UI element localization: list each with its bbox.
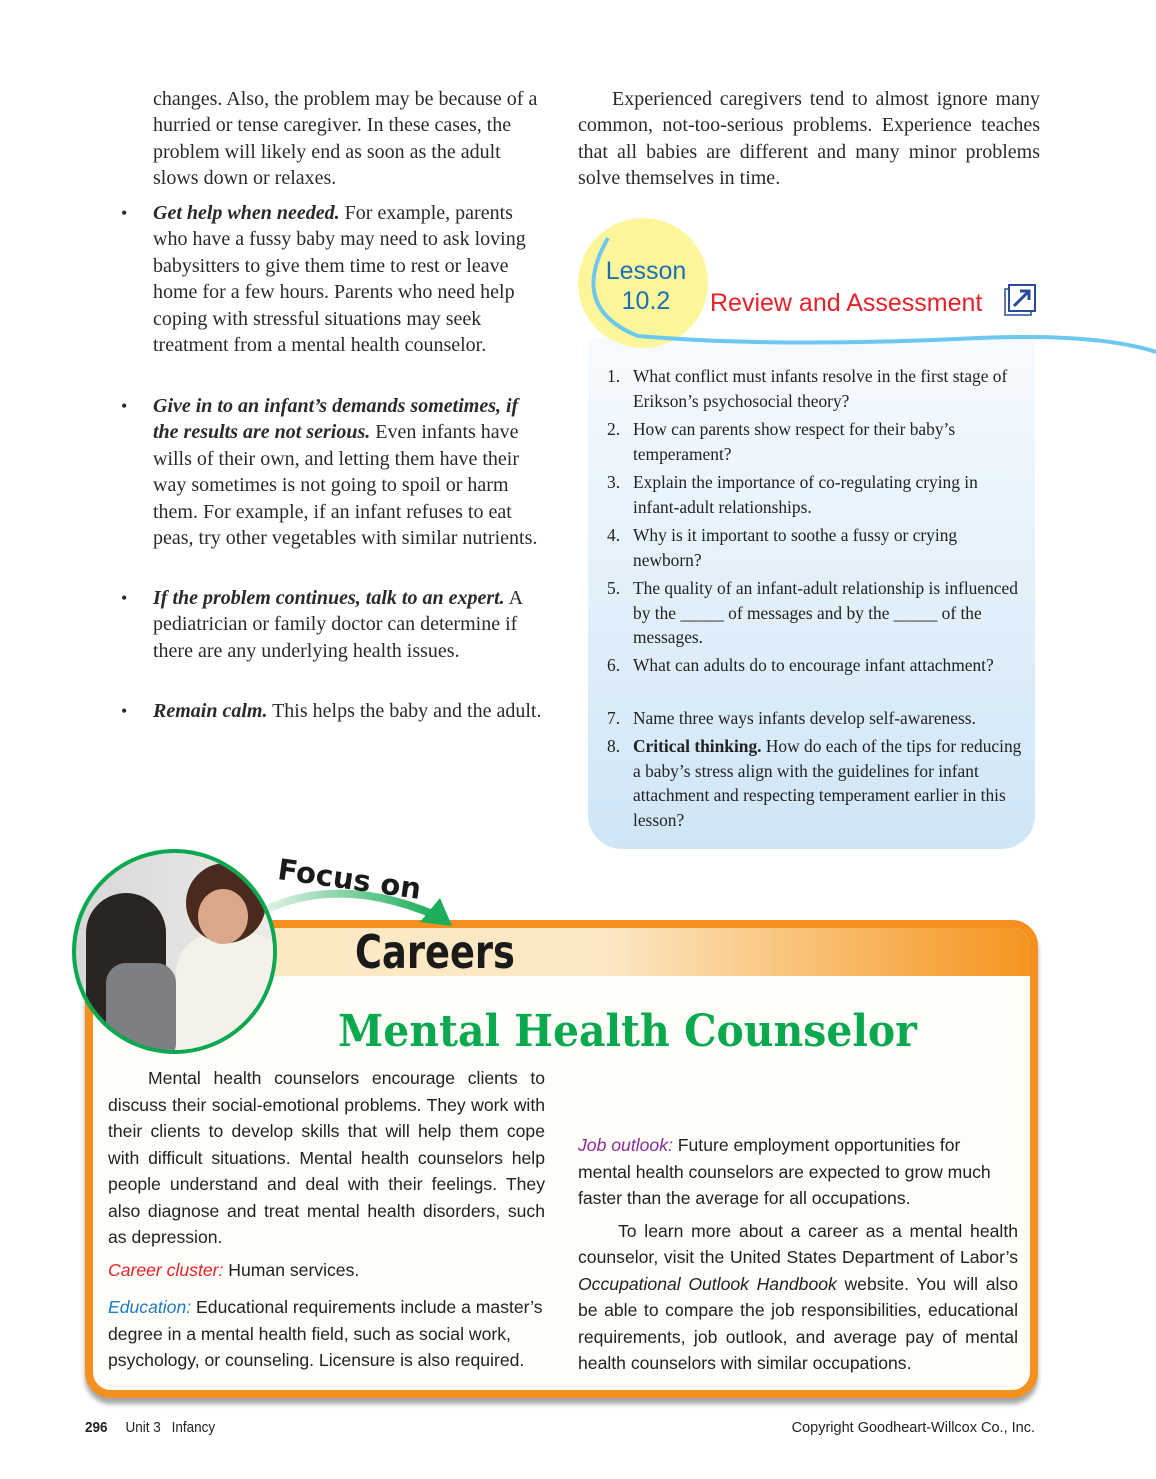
critical-thinking-label: Critical thinking. xyxy=(633,736,762,756)
outlook-text: Future employment opportunities for mental health counselors are expected to grow much faster than the average for all occupations. xyxy=(578,1135,991,1208)
copyright: Copyright Goodheart-Willcox Co., Inc. xyxy=(791,1420,1035,1436)
review-box xyxy=(588,338,1035,849)
external-link-icon[interactable] xyxy=(1004,284,1036,316)
counselor-photo xyxy=(72,849,277,1054)
cluster-text: Human services. xyxy=(223,1259,360,1280)
career-intro: Mental health counselors encourage clients to discuss their social-emotional problems. They work with their clients to develop skills that will help them cope with difficult situations. Mental health counselors help people understand and deal with their feelings. They also diagnose and treat mental health disorders, such as depression. xyxy=(108,1068,545,1247)
bullet-item: • Give in to an infant’s demands sometimes, if the results are not serious. Even infants have wills of their own, and letting them have their way sometimes is not going to spoil or harm them. For example, if an infant refuses to eat peas, try other vegetables with similar nutrients. xyxy=(121,395,538,550)
bullet-lead: If the problem continues, talk to an expert. xyxy=(153,587,505,609)
outlook-label: Job outlook: xyxy=(578,1135,673,1155)
question-text: What conflict must infants resolve in the first stage of Erikson’s psychosocial theory? xyxy=(633,366,1008,411)
focus-on-label: Focus on xyxy=(275,852,424,906)
careers-heading: Careers xyxy=(355,925,515,979)
question-text: The quality of an infant-adult relationship is influenced by the _____ of messages and by the _____ of the messages. xyxy=(633,578,1018,647)
bullet-lead: Remain calm. xyxy=(153,700,268,722)
question-text: Why is it important to soothe a fussy or crying newborn? xyxy=(633,525,958,570)
review-title: Review and Assessment xyxy=(710,289,983,317)
lesson-badge xyxy=(578,256,714,316)
right-paragraph: Experienced caregivers tend to almost ignore many common, not-too-serious problems. Experience teaches that all babies are different and many minor problems solve themselves in time. xyxy=(578,88,1040,190)
footer-left xyxy=(85,1419,215,1436)
bullet-item: • Get help when needed. For example, parents who have a fussy baby may need to ask loving babysitters to give them time to rest or leave home for a few hours. Parents who need help coping with stressful situations may seek treatment from a mental health counselor. xyxy=(121,202,526,357)
bullet-text: A pediatrician or family doctor can determine if there are any underlying health issues. xyxy=(153,587,522,662)
career-title: Mental Health Counselor xyxy=(338,1006,917,1057)
bullet-lead: Get help when needed. xyxy=(153,202,340,224)
question-number: 3. xyxy=(607,472,621,492)
lesson-label: Lesson xyxy=(605,257,687,285)
learn-more-text: To learn more about a career as a mental health counselor, visit the United States Department of Labor’s xyxy=(578,1220,1018,1267)
question-number: 7. xyxy=(607,708,621,728)
question-text: How do each of the tips for reducing a baby’s stress align with the guidelines for infant attachment and respecting temperament earlier in this lesson? xyxy=(633,736,1022,830)
education-text: Educational requirements include a master’s degree in a mental health field, such as social work, psychology, or counseling. Licensure is also required. xyxy=(108,1297,543,1370)
question-number: 6. xyxy=(607,655,621,675)
chapter-label: Infancy xyxy=(171,1419,216,1436)
question-number: 8. xyxy=(607,736,621,756)
bullet-item: • Remain calm. This helps the baby and the adult. xyxy=(121,700,542,722)
bullet-text: Even infants have wills of their own, and letting them have their way sometimes is not going to spoil or harm them. For example, if an infant refuses to eat peas, try other vegetables with similar nutrients. xyxy=(153,421,538,550)
bullet-lead: Give in to an infant’s demands sometimes, if the results are not serious. xyxy=(153,395,519,444)
handbook-title: Occupational Outlook Handbook xyxy=(578,1273,837,1294)
bullet-item: • If the problem continues, talk to an expert. A pediatrician or family doctor can determine if there are any underlying health issues. xyxy=(121,587,522,662)
question-text: What can adults do to encourage infant attachment? xyxy=(633,655,994,675)
question-text: Name three ways infants develop self-awareness. xyxy=(633,708,976,728)
continued-paragraph: changes. Also, the problem may be because of a hurried or tense caregiver. In these cases, the problem will likely end as soon as the adult slows down or relaxes. xyxy=(153,88,538,190)
bullet-text: This helps the baby and the adult. xyxy=(267,700,542,722)
question-text: How can parents show respect for their baby’s temperament? xyxy=(633,419,956,464)
page-number: 296 xyxy=(85,1419,108,1436)
lesson-number: 10.2 xyxy=(621,287,671,315)
bullet-text: For example, parents who have a fussy baby may need to ask loving babysitters to give them time to rest or leave home for a few hours. Parents who need help coping with stressful situations may seek treatment from a mental health counselor. xyxy=(153,202,526,357)
education-label: Education: xyxy=(108,1297,192,1317)
cluster-label: Career cluster: xyxy=(108,1259,224,1280)
question-number: 4. xyxy=(607,525,621,545)
question-text: Explain the importance of co-regulating crying in infant-adult relationships. xyxy=(633,472,978,517)
question-number: 2. xyxy=(607,419,621,439)
learn-more-text-end: website. You will also be able to compare the job responsibilities, educational requirements, job outlook, and average pay of mental health counselors with similar occupations. xyxy=(578,1273,1018,1373)
question-number: 1. xyxy=(607,366,621,386)
unit-label: Unit 3 xyxy=(125,1419,161,1436)
question-number: 5. xyxy=(607,578,621,598)
